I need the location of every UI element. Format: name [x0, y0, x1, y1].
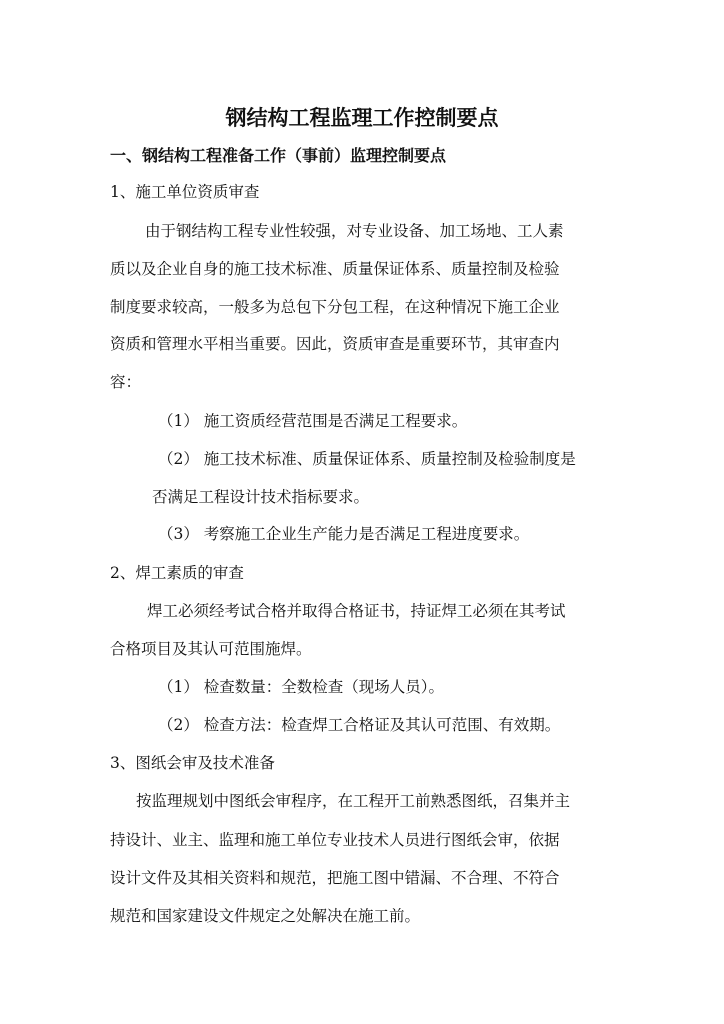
subsection-2-paragraph-line: 焊工必须经考试合格并取得合格证书，持证焊工必须在其考试 [147, 602, 566, 620]
document-title: 钢结构工程监理工作控制要点 [225, 106, 499, 130]
subsection-1-list-item: （3） 考察施工企业生产能力是否满足工程进度要求。 [158, 525, 530, 543]
subsection-3-paragraph-line: 持设计、业主、监理和施工单位专业技术人员进行图纸会审，依据 [110, 831, 560, 849]
subsection-1-heading: 1、施工单位资质审查 [110, 183, 260, 201]
subsection-1-list-item: （2） 施工技术标准、质量保证体系、质量控制及检验制度是 [158, 450, 576, 468]
subsection-2-list-item: （2） 检查方法：检查焊工合格证及其认可范围、有效期。 [158, 716, 561, 734]
section-heading: 一、钢结构工程准备工作（事前）监理控制要点 [110, 146, 447, 165]
subsection-2-paragraph-line: 合格项目及其认可范围施焊。 [110, 640, 312, 658]
subsection-3-heading: 3、图纸会审及技术准备 [110, 754, 275, 772]
subsection-3-paragraph-line: 按监理规划中图纸会审程序，在工程开工前熟悉图纸，召集并主 [136, 792, 571, 810]
subsection-3-paragraph-line: 规范和国家建设文件规定之处解决在施工前。 [110, 907, 421, 925]
subsection-1-paragraph-line: 由于钢结构工程专业性较强，对专业设备、加工场地、工人素 [145, 222, 564, 240]
subsection-2-list-item: （1） 检查数量：全数检查（现场人员）。 [158, 678, 445, 696]
subsection-2-heading: 2、焊工素质的审查 [110, 564, 244, 582]
subsection-1-paragraph-line: 资质和管理水平相当重要。因此，资质审查是重要环节，其审查内 [110, 335, 560, 353]
subsection-1-paragraph-line: 质以及企业自身的施工技术标准、质量保证体系、质量控制及检验 [110, 260, 560, 278]
subsection-1-list-item: （1） 施工资质经营范围是否满足工程要求。 [158, 412, 468, 430]
subsection-1-paragraph-line: 容： [110, 373, 142, 391]
subsection-1-list-item-continued: 否满足工程设计技术指标要求。 [152, 488, 370, 506]
subsection-3-paragraph-line: 设计文件及其相关资料和规范，把施工图中错漏、不合理、不符合 [110, 869, 560, 887]
subsection-1-paragraph-line: 制度要求较高，一般多为总包下分包工程，在这种情况下施工企业 [110, 298, 560, 316]
